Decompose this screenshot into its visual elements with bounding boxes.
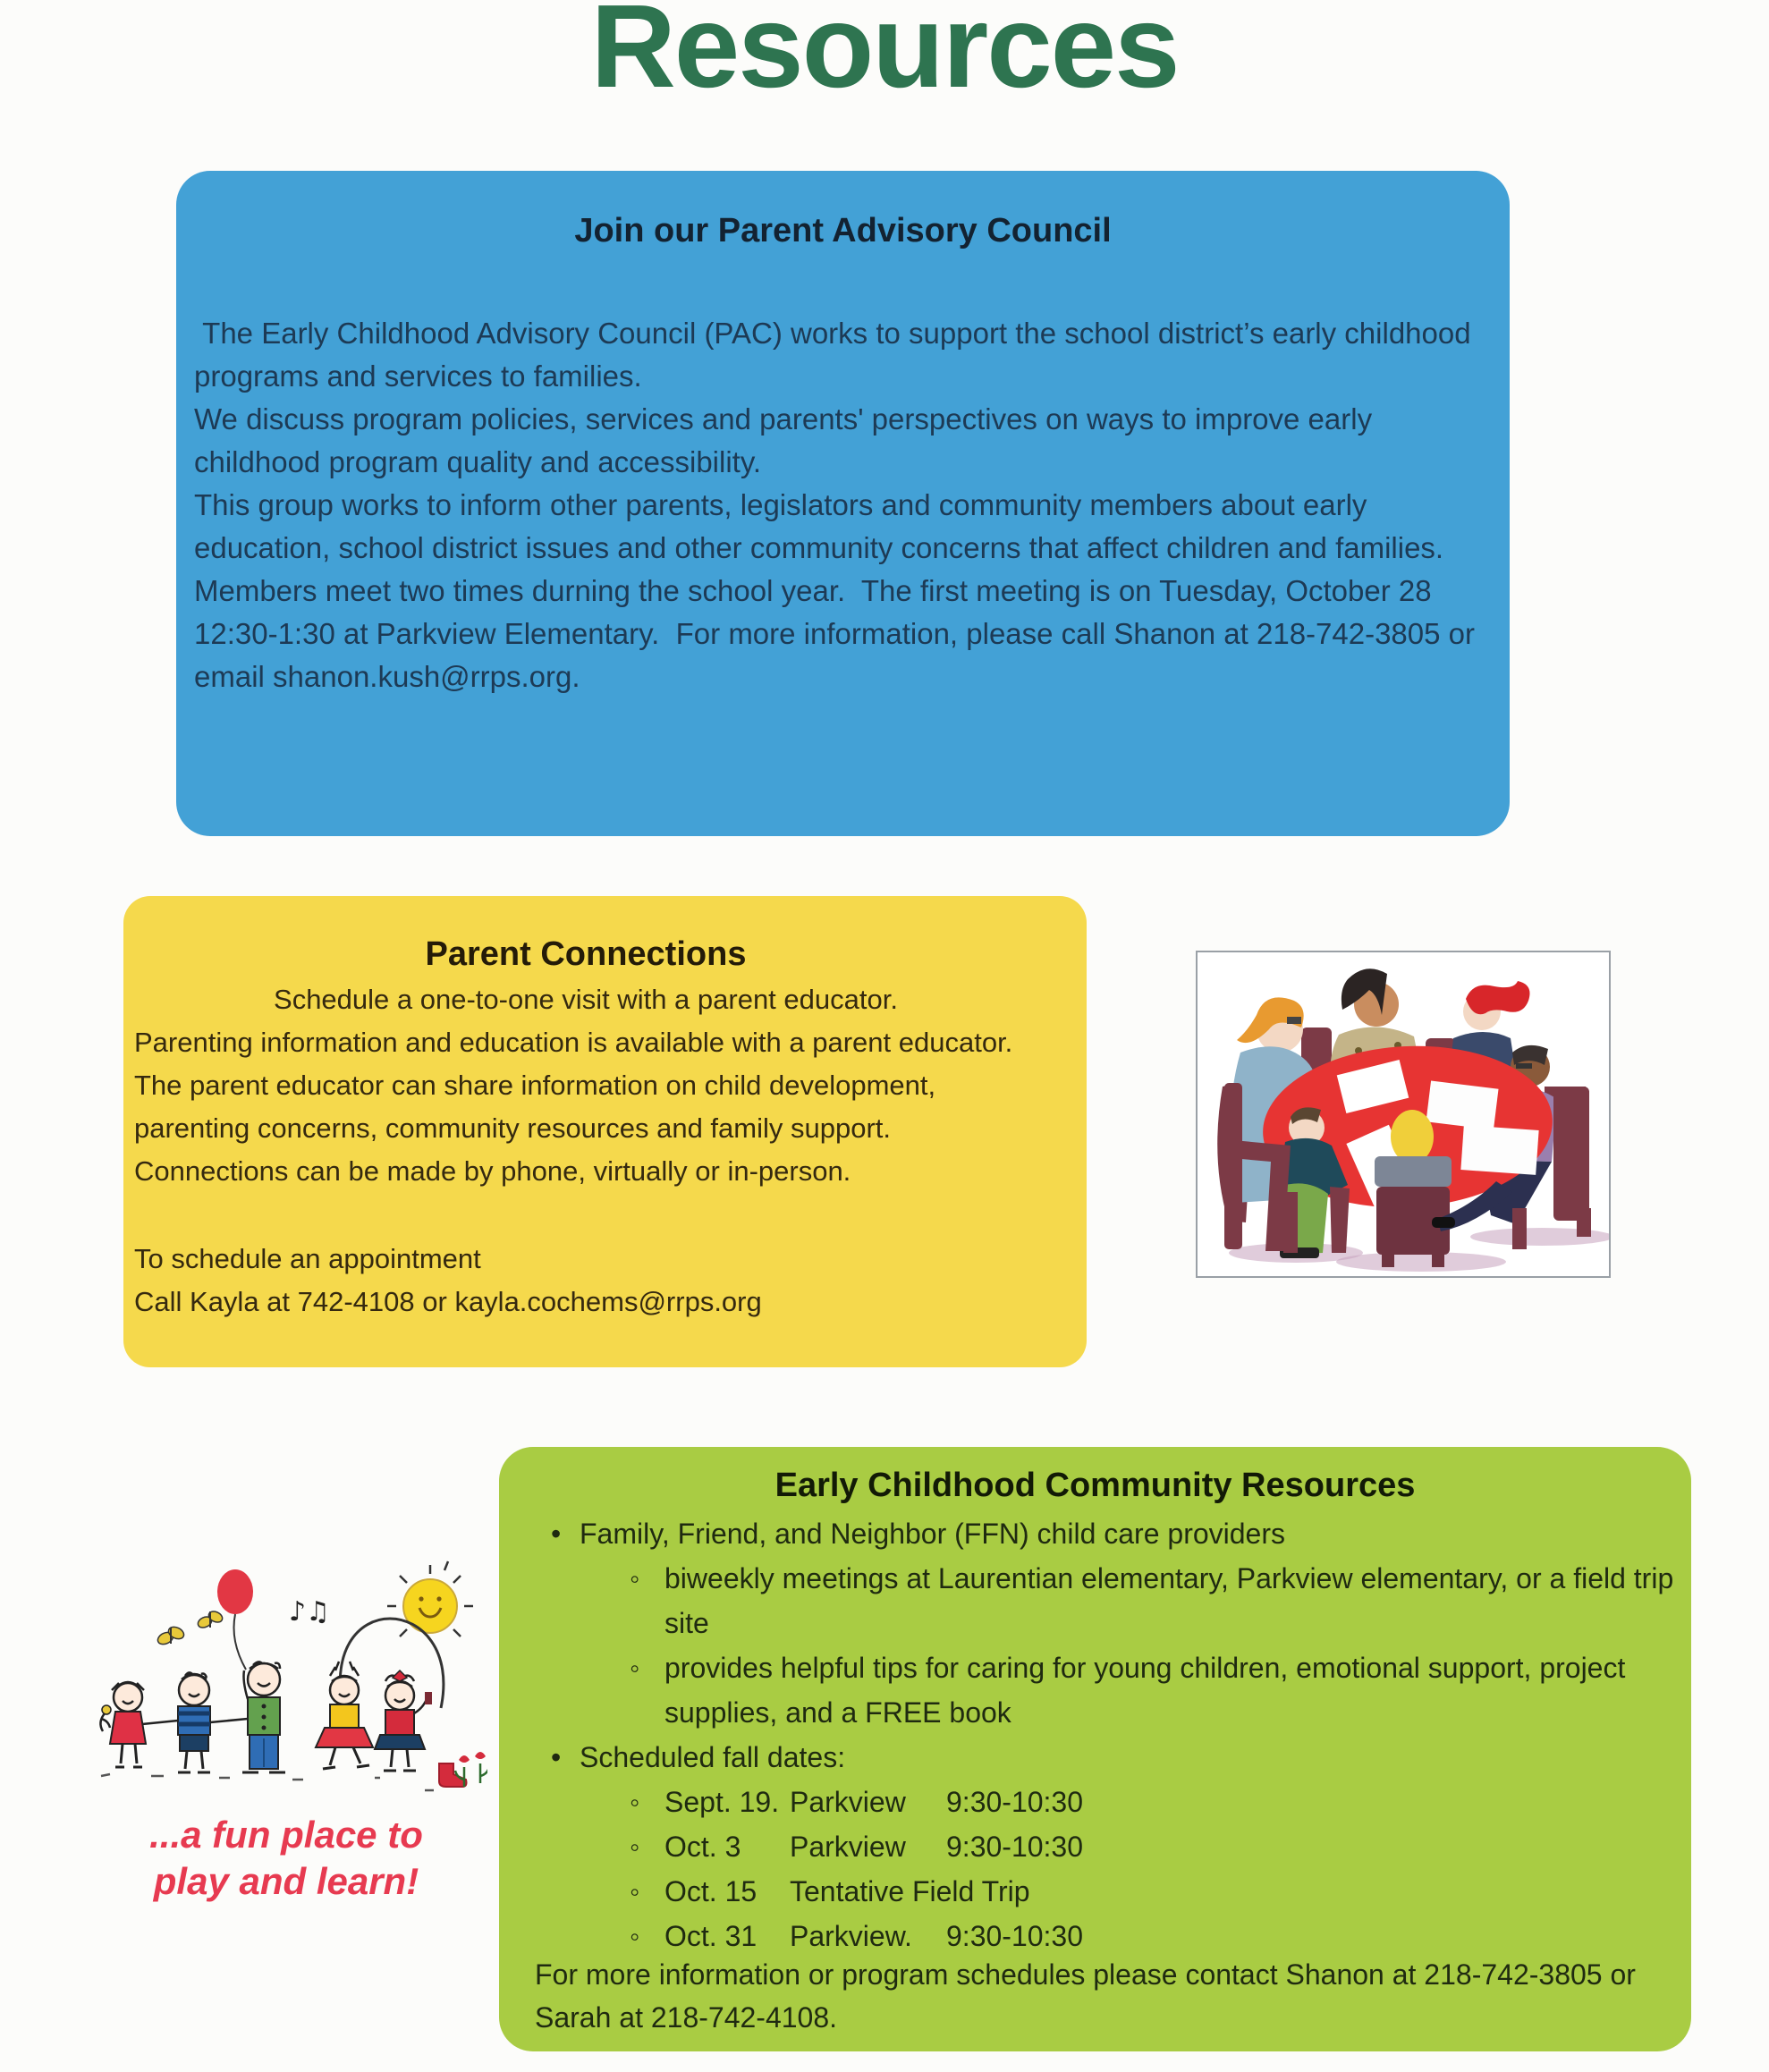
schedule-date: Oct. 31 xyxy=(664,1920,758,1952)
schedule-time: 9:30-10:30 xyxy=(946,1920,1084,1952)
schedule-location: Parkview xyxy=(790,1831,906,1863)
meeting-illustration xyxy=(1196,951,1611,1278)
community-resources-box xyxy=(499,1447,1691,2051)
resources-footer: For more information or program schedules please contact Shanon at 218-742-3805 or Sarah at 218-742-4108. xyxy=(535,1958,1636,2034)
schedule-time: 9:30-10:30 xyxy=(946,1831,1084,1863)
appointment-contact: Call Kayla at 742-4108 or kayla.cochems@rrps.org xyxy=(134,1286,762,1317)
kids-caption-line1: ...a fun place to xyxy=(149,1814,423,1856)
appointment-label: To schedule an appointment xyxy=(134,1243,481,1274)
bullet-ffn: • Family, Friend, and Neighbor (FFN) child care providers xyxy=(535,1511,1680,1556)
schedule-location: Tentative Field Trip xyxy=(790,1875,1030,1907)
pac-paragraph: We discuss program policies, services and parents' perspectives on ways to improve early childhood program quality and accessibility. xyxy=(194,402,1381,478)
bullet-fall-dates: • Scheduled fall dates: xyxy=(535,1735,1680,1780)
sub-bullet-tips: ◦ provides helpful tips for caring for young children, emotional support, project supplies, and a FREE book xyxy=(535,1645,1706,1735)
schedule-date: Sept. 19. xyxy=(664,1786,780,1818)
connections-heading: Parent Connections xyxy=(425,935,747,973)
connections-appointment xyxy=(134,1238,1028,1324)
children-illustration xyxy=(85,1556,487,1905)
pac-paragraph: Members meet two times durning the school year. The first meeting is on Tuesday, October 28 12:30-1:30 at Parkview Elementary. For more information, please call Shanon at 218-742-3805 or email shanon.kush@rrps.org. xyxy=(194,574,1484,693)
parent-connections-box xyxy=(123,896,1087,1367)
pac-paragraph: The Early Childhood Advisory Council (PAC) works to support the school district’s early childhood programs and services to families. xyxy=(194,317,1479,393)
connections-body: Parenting information and education is available with a parent educator. The parent educator can share information on child development, parenting concerns, community resources and family support. Connections can be made by phone, virtually or in-person. xyxy=(134,1027,1028,1187)
schedule-row xyxy=(535,1869,1680,1914)
schedule-time: 9:30-10:30 xyxy=(946,1786,1084,1818)
kids-caption xyxy=(85,1812,487,1905)
meeting-illustration-drawing xyxy=(1198,952,1609,1276)
schedule-location: Parkview xyxy=(790,1786,906,1818)
schedule-date: Oct. 15 xyxy=(664,1875,758,1907)
schedule-row xyxy=(535,1824,1680,1869)
schedule-date: Oct. 3 xyxy=(664,1831,741,1863)
connections-intro: Schedule a one-to-one visit with a parent educator. xyxy=(274,984,898,1015)
schedule-location: Parkview. xyxy=(790,1920,912,1952)
pac-body xyxy=(194,312,1489,698)
svg-text:♪♫: ♪♫ xyxy=(289,1596,331,1628)
resources-heading: Early Childhood Community Resources xyxy=(774,1467,1416,1504)
pac-heading: Join our Parent Advisory Council xyxy=(574,212,1112,249)
children-illustration-drawing xyxy=(85,1556,487,1806)
kids-caption-line2: play and learn! xyxy=(153,1860,419,1902)
schedule-row xyxy=(535,1780,1680,1824)
schedule-row xyxy=(535,1914,1680,1958)
resources-list xyxy=(535,1511,1680,1958)
sub-bullet-meetings: ◦ biweekly meetings at Laurentian elementary, Parkview elementary, or a field trip site xyxy=(535,1556,1706,1645)
pac-paragraph: This group works to inform other parents, legislators and community members about early education, school district issues and other community concerns that affect children and families. xyxy=(194,488,1444,564)
page-title: Resources xyxy=(590,0,1179,112)
parent-advisory-council-box xyxy=(176,171,1510,836)
